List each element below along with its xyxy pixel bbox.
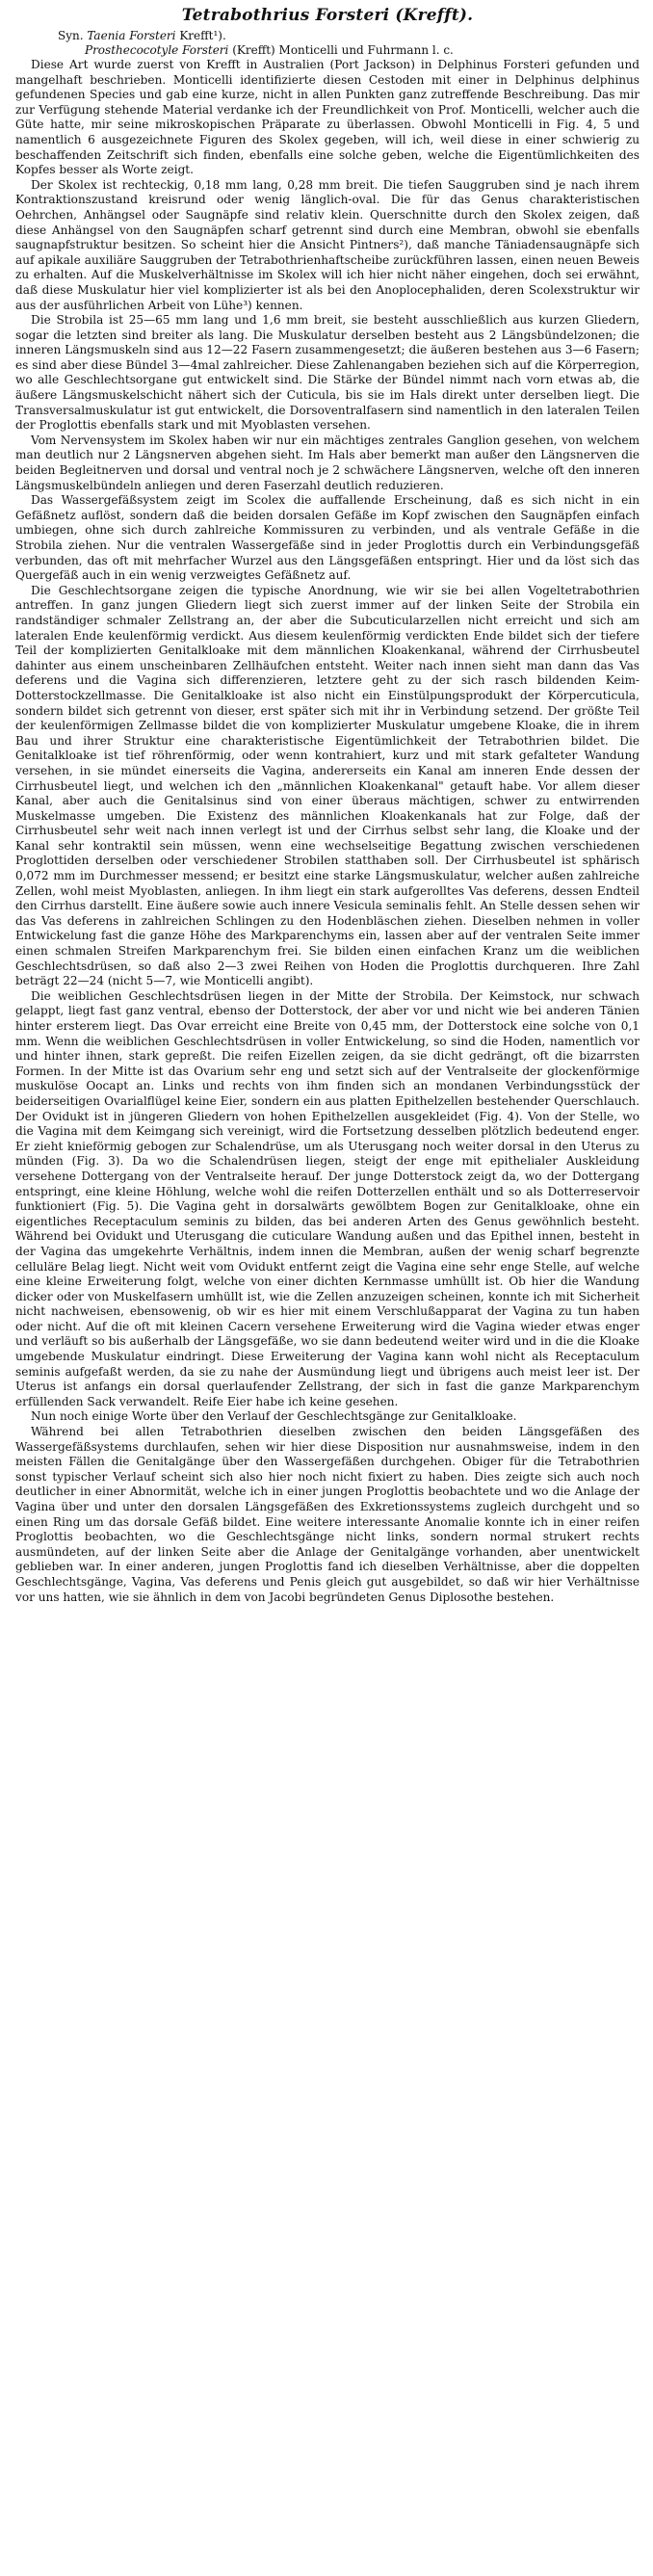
paragraph-female-glands: Die weiblichen Geschlechtsdrüsen liegen in der Mitte der Strobila. Der Keimstock, nur schwach gelappt, liegt fast ganz ventral, ebenso der Dotterstock, der aber vor und nicht wie bei anderen Tänien hinter ersterem liegt. Das Ovar erreicht eine Breite von 0,45 mm, der Dotterstock eine solche von 0,1 mm. Wenn die weiblichen Geschlechtsdrüsen in voller Entwickelung, so sind die Hoden, namentlich vor und hinter ihnen, stark gepreßt. Die reifen Eizellen zeigen, da sie dicht gedrängt, oft die bizarrsten Formen. In der Mitte ist das Ovarium sehr eng und setzt sich auf der Ventralseite der glockenförmige muskulöse Oocapt an. Links und rechts von ihm finden sich an mondanen Verbindungsstück der beiderseitigen Ovarialflügel keine Eier, sondern ein aus platten Epithelzellen bestehender Querschlauch. Der Ovidukt ist in jüngeren Gliedern von hohen Epithelzellen ausgekleidet (Fig. 4). Von der Stelle, wo die Vagina mit dem Keimgang sich vereinigt, wird die Fortsetzung desselben plötzlich bedeutend enger. Er zieht knieförmig gebogen zur Schalendrüse, um als Uterusgang noch weiter dorsal in den Uterus zu münden (Fig. 3). Da wo die Schalendrüsen liegen, steigt der enge mit epithelialer Auskleidung versehene Dottergang von der Ventralseite herauf. Der junge Dotterstock zeigt da, wo der Dottergang entspringt, eine kleine Höhlung, welche wohl die reifen Dotterzellen enthält und so als Dotterreservoir funktioniert (Fig. 5). Die Vagina geht in dorsalwärts gewölbtem Bogen zur Genitalkloake, ohne ein eigentliches Receptaculum seminis zu bilden, das bei anderen Arten des Genus gewöhnlich besteht. Während bei Ovidukt und Uterusgang die cuticulare Wandung außen und das Epithel innen, besteht in der Vagina das umgekehrte Verhältnis, indem innen die Membran, außen der wenig scharf begrenzte celluläre Belag liegt. Nicht weit vom Ovidukt entfernt zeigt die Vagina eine sehr enge Stelle, auf welche eine kleine Erweiterung folgt, welche von einer dichten Kernmasse umhüllt ist. Ob hier die Wandung dicker oder von Muskelfasern umhüllt ist, wie die Zellen anzuzeigen scheinen, konnte ich mit Sicherheit nicht nachweisen, ebensowenig, ob wir es hier mit einem Verschlußapparat der Vagina zu tun haben oder nicht. Auf die oft mit kleinen Cacern versehene Erweiterung wird die Vagina wieder etwas enger und verläuft so bis außerhalb der Längsgefäße, wo sie dann bedeutend weiter wird und in die die Kloake umgebende Muskulatur eindringt. Diese Erweiterung der Vagina kann wohl nicht als Receptaculum seminis aufgefaßt werden, da sie zu nahe der Ausmündung liegt und übrigens auch meist leer ist. Der Uterus ist anfangs ein dorsal querlaufender Zellstrang, der sich in fast die ganze Markparenchym erfüllenden Sack verwandelt. Reife Eier habe ich keine gesehen.	[15, 988, 640, 1408]
synonym-prefix: Syn.	[58, 29, 88, 42]
synonym-line	[85, 43, 640, 58]
synonymy-block	[58, 29, 640, 58]
paragraph-ducts-intro: Nun noch einige Worte über den Verlauf der Geschlechtsgänge zur Genitalkloake.	[31, 1409, 517, 1424]
paragraph-nervous-system: Vom Nervensystem im Skolex haben wir nur ein mächtiges zentrales Ganglion gesehen, von welchem man deutlich nur 2 Längsnerven abgehen sieht. Im Hals aber bemerkt man außer den Längsnerven die beiden Begleitnerven und dorsal und ventral noch je 2 schwächere Längsnerven, welche oft den inneren Längsmuskelbündeln anliegen und deren Faserzahl deutlich reduzieren.	[15, 433, 640, 492]
paragraph-genital-organs: Die Geschlechtsorgane zeigen die typische Anordnung, wie wir sie bei allen Vogeltetrabothrien antreffen. In ganz jungen Gliedern liegt sich zuerst immer auf der linken Seite der Strobila ein randständiger schmaler Zellstrang an, der aber die Subcuticularzellen nicht erreicht und sich am lateralen Ende keulenförmig verdickt. Aus diesem keulenförmig verdickten Ende bildet sich der tiefere Teil der komplizierten Genitalkloake mit dem männlichen Kloakenkanal, während der Cirrhusbeutel dahinter aus einem unscheinbaren Zellhäufchen entsteht. Weiter nach innen sieht man dann das Vas deferens und die Vagina sich differenzieren, letztere geht zu der sich rasch bildenden Keim-Dotterstockzellmasse. Die Genitalkloake ist also nicht ein Einstülpungsprodukt der Körpercuticula, sondern bildet sich getrennt von dieser, erst später sich mit ihr in Verbindung setzend. Der größte Teil der keulenförmigen Zellmasse bildet die von komplizierter Muskulatur umgebene Kloake, die in ihrem Bau und ihrer Struktur eine charakteristische Eigentümlichkeit der Tetrabothrien bildet. Die Genitalkloake ist tief röhrenförmig, oder wenn kontrahiert, kurz und mit stark gefalteter Wandung versehen, in sie mündet einerseits die Vagina, andererseits ein Kanal am inneren Ende dessen der Cirrhusbeutel liegt, und welchen ich den „männlichen Kloakenkanal" getauft habe. Vor allem dieser Kanal, aber auch die Genitalsinus sind von einer überaus mächtigen, schwer zu entwirrenden Muskelmasse umgeben. Die Existenz des männlichen Kloakenkanals hat zur Folge, daß der Cirrhusbeutel sehr weit nach innen verlegt ist und der Cirrhus selbst sehr lang, die Kloake und der Kanal sehr kontraktil sein müssen, wenn eine wechselseitige Begattung zwischen verschiedenen Proglottiden derselben oder verschiedener Strobilen statthaben soll. Der Cirrhusbeutel ist sphärisch 0,072 mm im Durchmesser messend; er besitzt eine starke Längsmuskulatur, welcher außen zahlreiche Zellen, wohl meist Myoblasten, anliegen. In ihm liegt ein stark aufgerolltes Vas deferens, dessen Endteil den Cirrhus darstellt. Eine äußere sowie auch innere Vesicula seminalis fehlt. An Stelle dessen sehen wir das Vas deferens in zahlreichen Schlingen zu den Hodenbläschen ziehen. Dieselben nehmen in voller Entwickelung fast die ganze Höhe des Markparenchyms ein, lassen aber auf der ventralen Seite immer einen schmalen Streifen Markparenchym frei. Sie bilden einen einfachen Kranz um die weiblichen Geschlechtsdrüsen, so daß also 2—3 zwei Reihen von Hoden die Proglottis durchqueren. Ihre Zahl beträgt 22—24 (nicht 5—7, wie Monticelli angibt).	[15, 583, 640, 988]
species-heading: Tetrabothrius Forsteri (Krefft).	[181, 6, 474, 25]
synonym-author: Krefft¹).	[175, 29, 226, 42]
synonym-name: Prosthecocotyle Forsteri	[85, 43, 229, 57]
paragraph-excretory-system: Das Wassergefäßsystem zeigt im Scolex die auffallende Erscheinung, daß es sich nicht in ein Gefäßnetz auflöst, sondern daß die beiden dorsalen Gefäße im Kopf zwischen den Saugnäpfen einfach umbiegen, ohne sich durch zahlreiche Kommissuren zu verbinden, und als ventrale Gefäße in die Strobila ziehen. Nur die ventralen Wassergefäße sind in jeder Proglottis durch ein Verbindungsgefäß verbunden, das oft mit mehrfacher Wurzel aus den Längsgefäßen entspringt. Hier und da löst sich das Quergefäß auch in ein wenig verzweigtes Gefäßnetz auf.	[15, 493, 640, 583]
paragraph-ducts-course: Während bei allen Tetrabothrien dieselben zwischen den beiden Längsgefäßen des Wassergefäßsystems durchlaufen, sehen wir hier diese Disposition nur ausnahmsweise, indem in den meisten Fällen die Genitalgänge über den Wassergefäßen durchgehen. Obiger für die Tetrabothrien sonst typischer Verlauf scheint sich also hier noch nicht fixiert zu haben. Dies zeigte sich auch noch deutlicher in einer Abnormität, welche ich in einer jungen Proglottis beobachtete und wo die Anlage der Vagina über und unter den dorsalen Längsgefäßen des Exkretionssystems zugleich durchgeht und so einen Ring um das dorsale Gefäß bildet. Eine weitere interessante Anomalie konnte ich in einer reifen Proglottis beobachten, wo die Geschlechtsgänge nicht links, sondern normal strukert rechts ausmündeten, auf der linken Seite aber die Anlage der Genitalgänge vorhanden, aber unentwickelt geblieben war. In einer anderen, jungen Proglottis fand ich dieselben Verhältnisse, aber die doppelten Geschlechtsgänge, Vagina, Vas deferens und Penis gleich gut ausgebildet, so daß wir hier Verhältnisse vor uns hatten, wie sie ähnlich in dem von Jacobi begründeten Genus Diplosothe bestehen.	[15, 1425, 640, 1604]
paragraph-skolex: Der Skolex ist rechteckig, 0,18 mm lang, 0,28 mm breit. Die tiefen Sauggruben sind je nach ihrem Kontraktionszustand kreisrund oder wenig länglich-oval. Die für das Genus charakteristischen Oehrchen, Anhängsel oder Saugnäpfe sind relativ klein. Querschnitte durch den Skolex zeigen, daß diese Anhängsel von den Saugnäpfen scharf getrennt sind durch eine Membran, obwohl sie ebenfalls saugnapfstruktur besitzen. So scheint hier die Ansicht Pintners²), daß manche Täniadensaugnäpfe sich auf apikale auxiliäre Sauggruben der Tetrabothrienhaftscheibe zurückführen lassen, einen neuen Beweis zu erhalten. Auf die Muskelverhältnisse im Skolex will ich hier nicht näher eingehen, doch sei erwähnt, daß diese Muskulatur hier viel komplizierter ist als bei den Anoplocephaliden, deren Scolexstruktur wir aus der ausführlichen Arbeit von Lühe³) kennen.	[15, 177, 640, 312]
paragraph-strobila: Die Strobila ist 25—65 mm lang und 1,6 mm breit, sie besteht ausschließlich aus kurzen Gliedern, sogar die letzten sind breiter als lang. Die Muskulatur derselben besteht aus 2 Längsbündelzonen; die inneren Längsmuskeln sind aus 12—22 Fasern zusammengesetzt; die äußeren bestehen aus 3—6 Fasern; es sind aber diese Bündel 3—4mal zahlreicher. Diese Zahlenangaben beziehen sich auf die Körperregion, wo alle Geschlechtsorgane gut entwickelt sind. Die Stärke der Bündel nimmt nach vorn etwas ab, die äußere Längsmuskelschicht nähert sich der Cuticula, bis sie im Hals direkt unter derselben liegt. Die Transversalmuskulatur ist gut entwickelt, die Dorsoventralfasern sind namentlich in den lateralen Teilen der Proglottis ebenfalls stark und mit Myoblasten versehen.	[15, 313, 640, 433]
paragraph-history: Diese Art wurde zuerst von Krefft in Australien (Port Jackson) in Delphinus Forsteri gefunden und mangelhaft beschrieben. Monticelli identifizierte diesen Cestoden mit einer in Delphinus delphinus gefundenen Species und gab eine kurze, nicht in allen Punkten ganz zutreffende Beschreibung. Das mir zur Verfügung stehende Material verdanke ich der Freundlichkeit von Prof. Monticelli, welcher auch die Güte hatte, mir seine mikroskopischen Präparate zu überlassen. Obwohl Monticelli in Fig. 4, 5 und namentlich 6 ausgezeichnete Figuren des Skolex gegeben, will ich, weil diese in einer schwierig zu beschaffenden Zeitschrift sich finden, ebenfalls eine solche geben, welche die Eigentümlichkeiten des Kopfes besser als Worte zeigt.	[15, 58, 640, 177]
synonym-author: (Krefft) Monticelli und Fuhrmann l. c.	[228, 43, 454, 57]
synonym-name: Taenia Forsteri	[87, 29, 176, 42]
synonym-line	[58, 29, 640, 43]
